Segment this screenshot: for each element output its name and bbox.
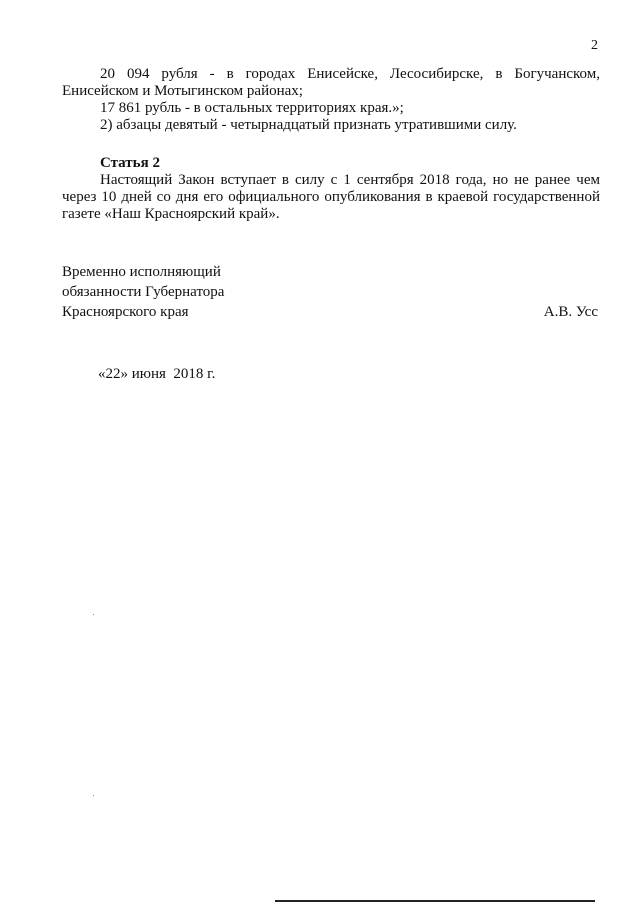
amendment-block — [62, 66, 600, 134]
bottom-rule — [275, 900, 595, 902]
page-number: 2 — [591, 38, 598, 53]
signature-block — [62, 262, 598, 322]
signatory-name: А.В. Усс — [543, 304, 598, 320]
scan-speck — [93, 614, 94, 615]
article-text: Настоящий Закон вступает в силу с 1 сентября 2018 года, но не ранее чем через 10 дней со дня его официального опубликования в краевой государственной газете «Наш Красноярский край». — [62, 172, 600, 222]
article-2-block — [62, 155, 600, 223]
scan-speck — [93, 795, 94, 796]
signature-title-line-2: обязанности Губернатора — [62, 284, 225, 300]
signature-title-line-3: Красноярского края — [62, 304, 189, 320]
amendment-paragraph-1: 20 094 рубля - в городах Енисейске, Лесосибирске, в Богучанском, Енисейском и Мотыгинском районах; — [62, 66, 600, 99]
amendment-paragraph-2: 17 861 рубль - в остальных территориях края.»; — [100, 100, 404, 116]
article-heading: Статья 2 — [100, 155, 160, 171]
document-date: «22» июня 2018 г. — [98, 366, 216, 382]
amendment-paragraph-3: 2) абзацы девятый - четырнадцатый признать утратившими силу. — [100, 117, 517, 133]
signature-title-line-1: Временно исполняющий — [62, 264, 221, 280]
